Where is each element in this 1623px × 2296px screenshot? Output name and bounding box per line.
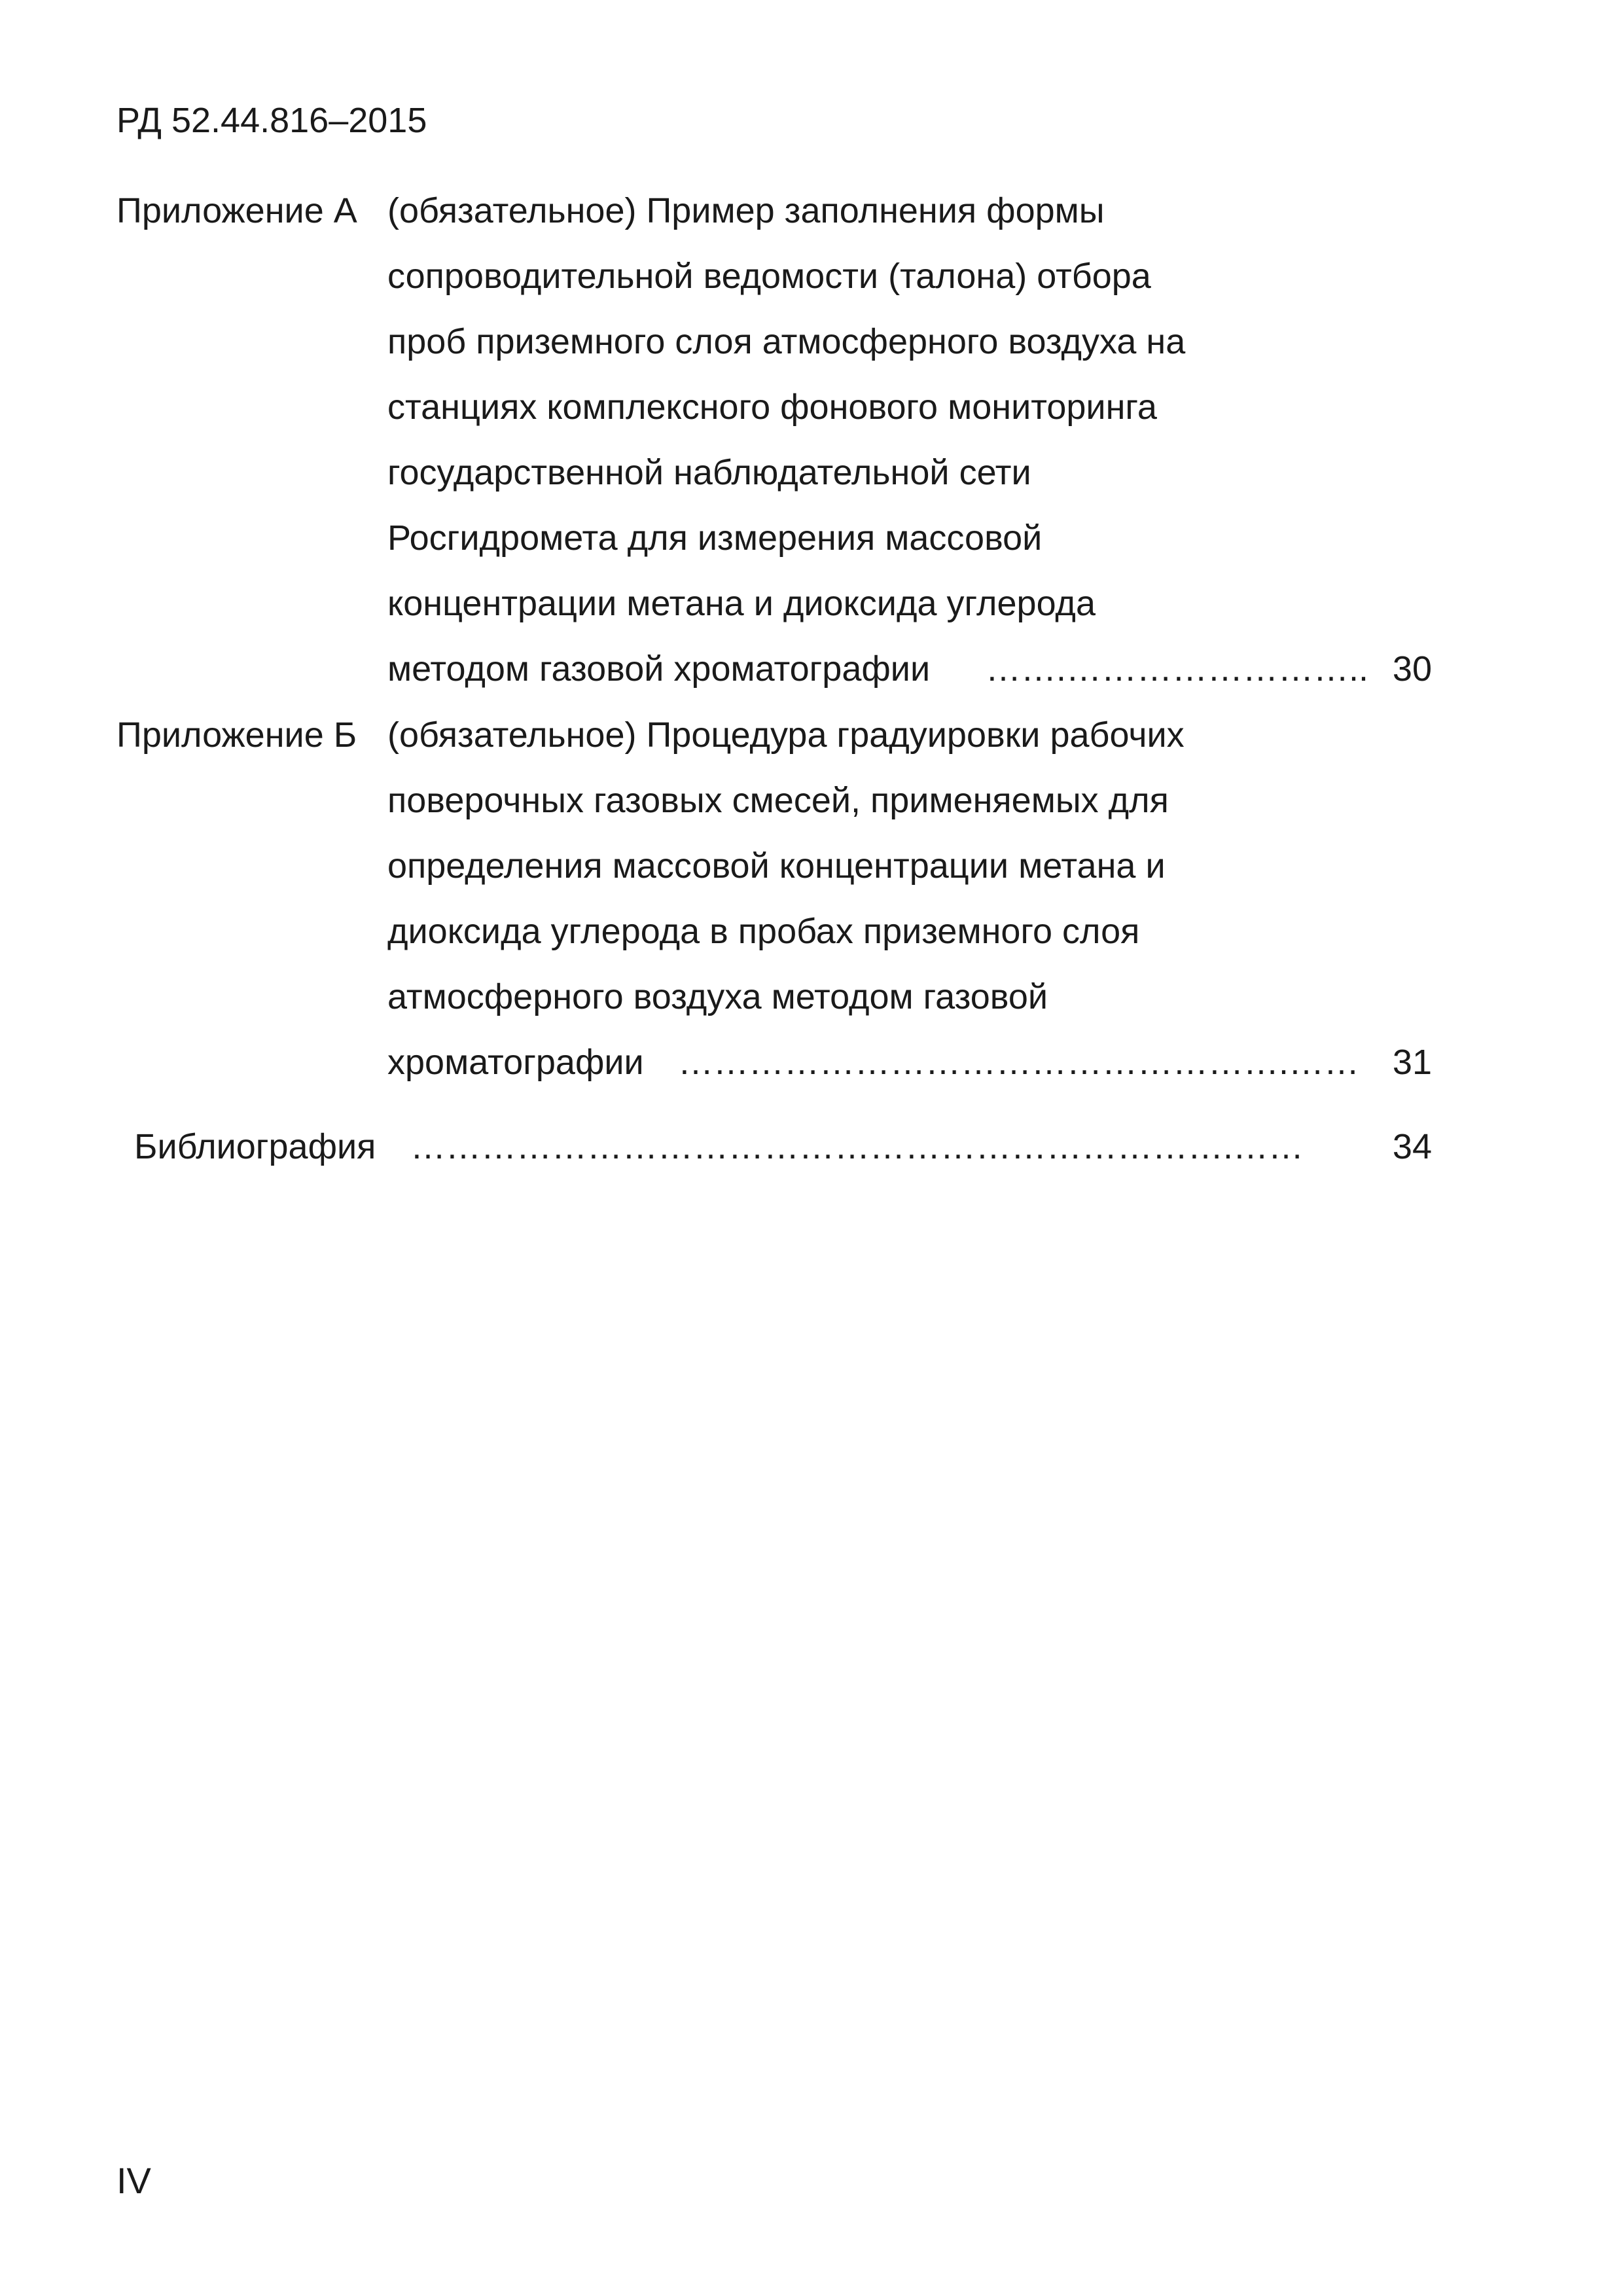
toc-entry-title-line: (обязательное) Процедура градуировки рабочих [387, 715, 1185, 755]
dot-leader: …………………………………………….…… [678, 1043, 1360, 1082]
toc-line [116, 505, 1432, 571]
toc-page-number: 34 [1392, 1127, 1432, 1166]
toc-entry-title-line: поверочных газовых смесей, применяемых для [387, 781, 1169, 820]
toc-entry-title-line: диоксида углерода в пробах приземного слоя [387, 912, 1140, 951]
toc-entry-label: Приложение А [116, 191, 357, 230]
toc-entry-label: Библиография [134, 1127, 376, 1166]
toc-entry-label: Приложение Б [116, 715, 357, 755]
toc-entry-title-line: концентрации метана и диоксида углерода [387, 584, 1096, 623]
toc-line [116, 899, 1432, 964]
toc-line [116, 702, 1432, 768]
toc-line [116, 178, 1432, 243]
toc-entry-bibliography[interactable] [134, 1114, 1432, 1179]
toc-line [116, 1030, 1432, 1095]
toc-entry-title-line: определения массовой концентрации метана и [387, 846, 1166, 886]
toc-line [116, 636, 1432, 702]
toc-line [116, 309, 1432, 374]
toc-line [116, 768, 1432, 833]
document-code: РД 52.44.816–2015 [116, 101, 427, 140]
toc-entry-title-line: атмосферного воздуха методом газовой [387, 977, 1048, 1016]
toc-entry-appendix-a[interactable] [116, 178, 1432, 702]
toc-entry-appendix-b[interactable] [116, 702, 1432, 1095]
toc-entry-title-line: Росгидромета для измерения массовой [387, 518, 1043, 558]
toc-entry-title-line: методом газовой хроматографии [387, 649, 931, 689]
toc-entry-title-line: проб приземного слоя атмосферного воздуха на [387, 322, 1186, 361]
toc-page-number: 30 [1392, 649, 1432, 689]
page-number: IV [116, 2160, 151, 2201]
toc-line [116, 571, 1432, 636]
toc-page-number: 31 [1392, 1043, 1432, 1082]
toc-entry-title-line: хроматографии [387, 1043, 644, 1082]
toc-entry-title-line: станциях комплексного фонового мониторинга [387, 387, 1157, 427]
toc-entry-title-line: государственной наблюдательной сети [387, 453, 1031, 492]
dot-leader: …….…………………….. [986, 649, 1369, 689]
toc-entry-title-line: сопроводительной ведомости (талона) отбора [387, 257, 1151, 296]
toc-line [116, 964, 1432, 1030]
toc-line [116, 440, 1432, 505]
toc-line [116, 374, 1432, 440]
toc-entry-title-line: (обязательное) Пример заполнения формы [387, 191, 1105, 230]
dot-leader: …………………………………………………………….…… [410, 1127, 1304, 1166]
toc-line [116, 243, 1432, 309]
toc-line [116, 833, 1432, 899]
